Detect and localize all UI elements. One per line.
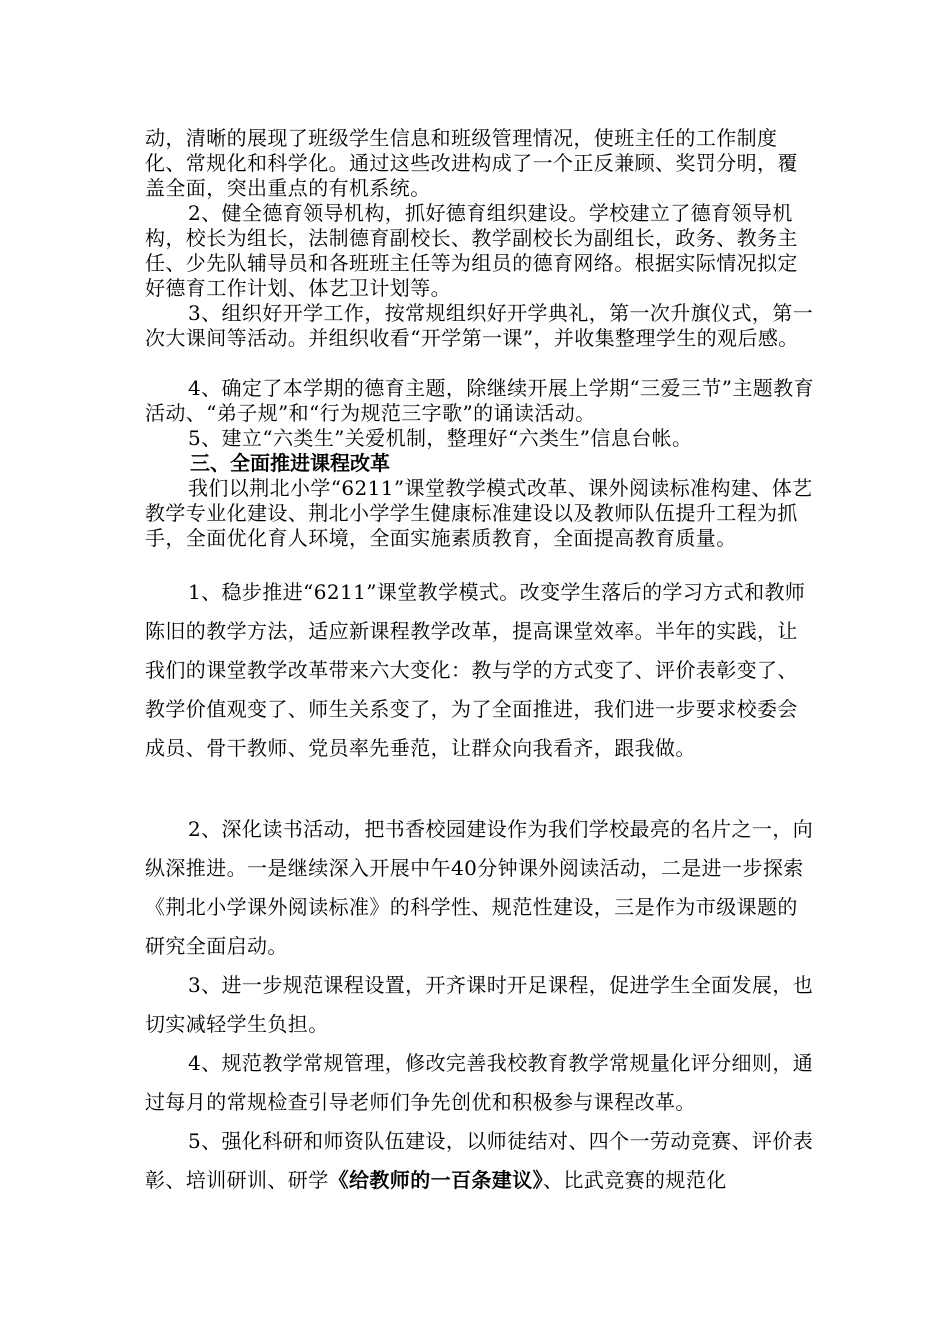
section-intro: 我们以荆北小学“6211”课堂教学模式改革、课外阅读标准构建、体艺教学专业化建设、荆北小学学生健康标准建设以及教师队伍提升工程为抓手，全面优化育人环境，全面实施素质教育，全面提高教育质量。 xyxy=(145,476,813,550)
item-5-text-start: 5、强化科研和师资队伍建设，以师徒结对、四个一劳动竞赛、评价表彰、培训研训、研学 xyxy=(145,1129,814,1192)
item-5-book-title: 《给教师的一百条建议》 xyxy=(328,1168,544,1192)
item-5-text-end: 、比武竞赛的规范化 xyxy=(543,1168,727,1192)
item-4: 4、规范教学常规管理，修改完善我校教育教学常规量化评分细则，通过每月的常规检查引导老师们争先创优和积极参与课程改革。 xyxy=(145,1051,814,1114)
item-3: 3、进一步规范课程设置，开齐课时开足课程，促进学生全面发展，也切实减轻学生负担。 xyxy=(145,973,814,1036)
item-2: 2、深化读书活动，把书香校园建设作为我们学校最亮的名片之一，向纵深推进。一是继续深入开展中午40分钟课外阅读活动，二是进一步探索《荆北小学课外阅读标准》的科学性、规范性建设，三是作为市级课题的研究全面启动。 xyxy=(145,817,814,958)
paragraph-2: 2、健全德育领导机构，抓好德育组织建设。学校建立了德育领导机构，校长为组长，法制德育副校长、教学副校长为副组长，政务、教务主任、少先队辅导员和各班班主任等为组员的德育网络。根据实际情况拟定好德育工作计划、体艺卫计划等。 xyxy=(145,201,798,300)
item-1: 1、稳步推进“6211”课堂教学模式。改变学生落后的学习方式和教师陈旧的教学方法，适应新课程教学改革，提高课堂效率。半年的实践，让我们的课堂教学改革带来六大变化：教与学的方式变了、评价表彰变了、教学价值观变了、师生关系变了，为了全面推进，我们进一步要求校委会成员、骨干教师、党员率先垂范，让群众向我看齐，跟我做。 xyxy=(145,580,806,760)
paragraph-4: 4、确定了本学期的德育主题，除继续开展上学期“三爱三节”主题教育活动、“弟子规”和“行为规范三字歌”的诵读活动。 xyxy=(145,376,814,425)
paragraph-5: 5、建立“六类生”关爱机制，整理好“六类生”信息台帐。 xyxy=(188,426,693,450)
paragraph-3: 3、组织好开学工作，按常规组织好开学典礼，第一次升旗仪式，第一次大课间等活动。并组织收看“开学第一课”，并收集整理学生的观后感。 xyxy=(145,301,814,350)
section-heading: 三、全面推进课程改革 xyxy=(190,451,390,475)
continued-paragraph: 动，清晰的展现了班级学生信息和班级管理情况，使班主任的工作制度化、常规化和科学化。通过这些改进构成了一个正反兼顾、奖罚分明，覆盖全面，突出重点的有机系统。 xyxy=(145,126,798,200)
item-5 xyxy=(145,1122,815,1200)
